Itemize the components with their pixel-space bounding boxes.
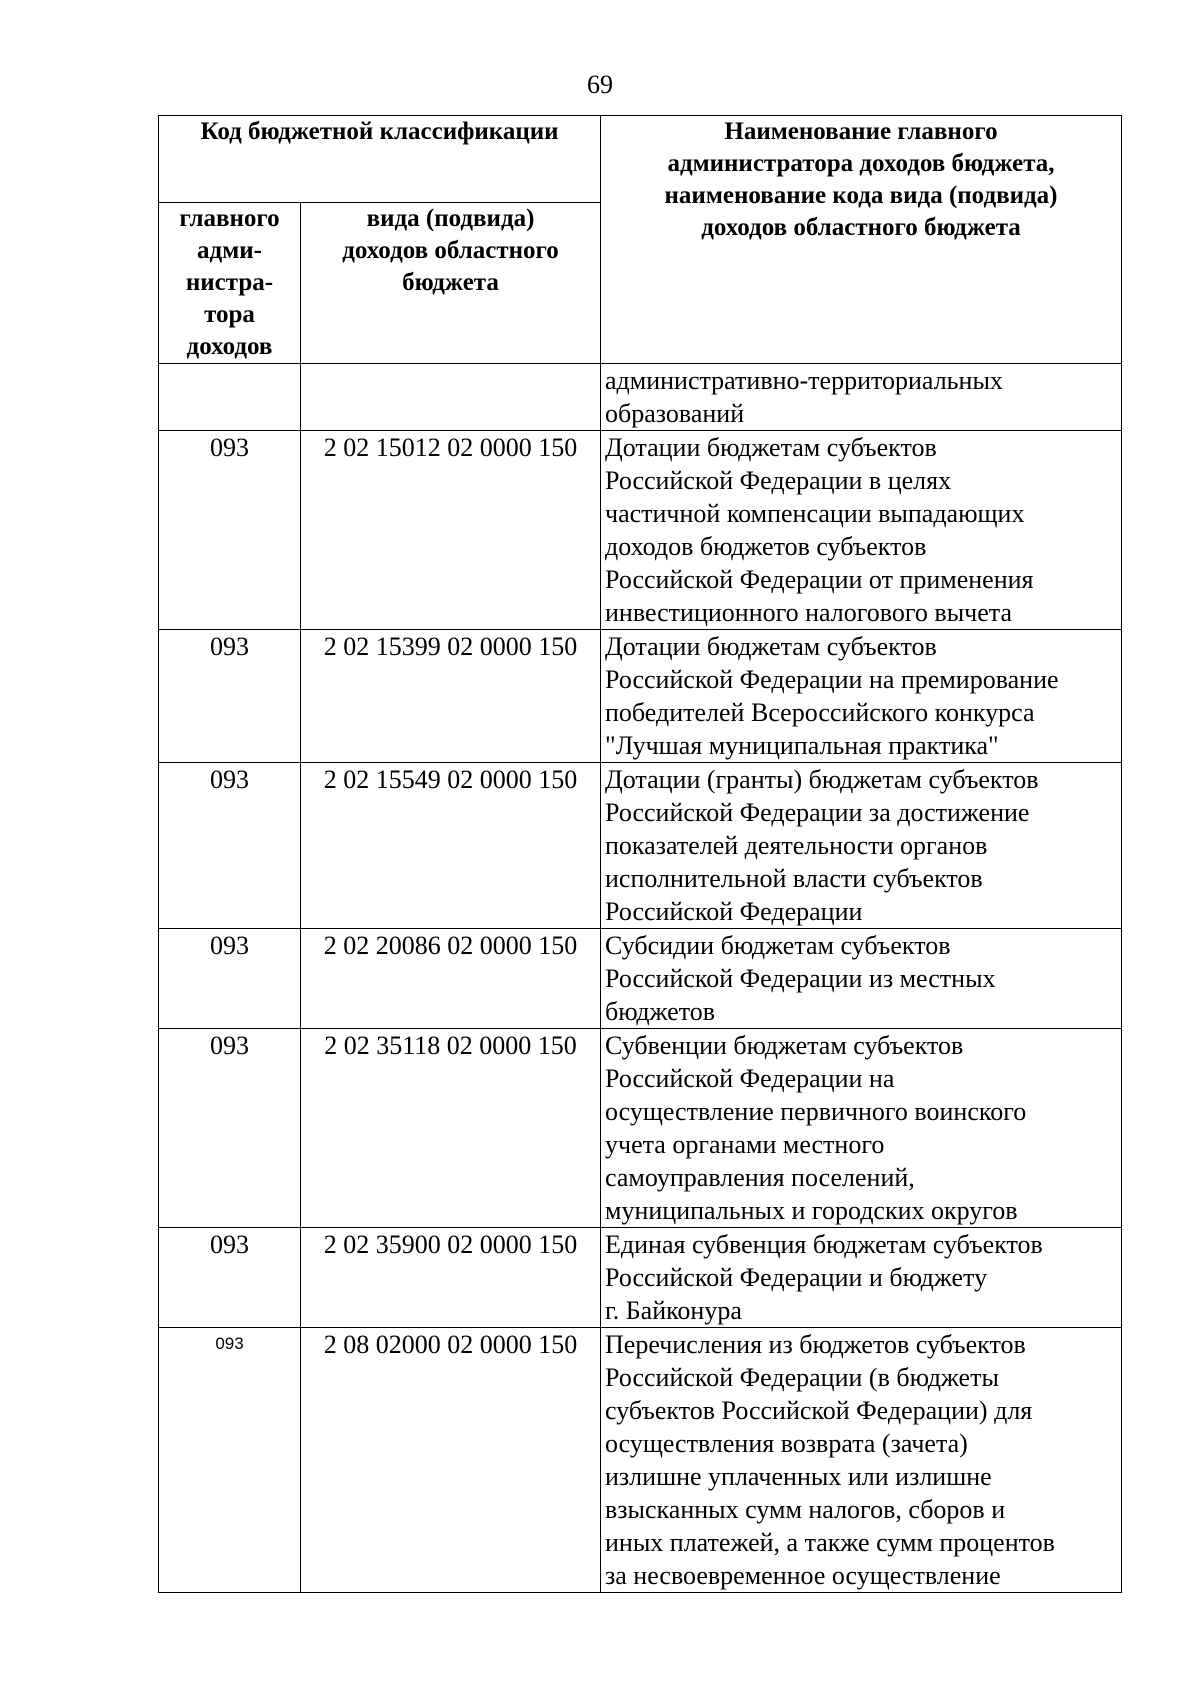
header-budget-classification-code: Код бюджетной классификации <box>159 116 601 203</box>
kbk-code-cell: 2 02 15549 02 0000 150 <box>301 763 601 929</box>
kbk-code-cell: 2 02 15012 02 0000 150 <box>301 431 601 630</box>
header-kind-line: бюджета <box>402 269 499 296</box>
header-name-line: администратора доходов бюджета, <box>667 150 1055 177</box>
name-line: Дотации бюджетам субъектов <box>605 433 937 462</box>
name-line: взысканных сумм налогов, сборов и <box>605 1495 1006 1524</box>
name-line: Единая субвенция бюджетам субъектов <box>605 1230 1043 1259</box>
header-name-line: Наименование главного <box>724 118 998 145</box>
name-line: осуществления возврата (зачета) <box>605 1429 968 1458</box>
budget-classification-table <box>158 115 1122 1593</box>
table-row <box>159 1328 1122 1593</box>
name-line: за несвоевременное осуществление <box>605 1561 1001 1590</box>
header-admin-line: главного <box>179 205 280 232</box>
name-line: Российской Федерации из местных <box>605 964 996 993</box>
header-admin-line: нистра- <box>185 269 274 296</box>
header-kind-line: вида (подвида) <box>366 205 535 232</box>
admin-code-cell: 093 <box>159 1029 301 1228</box>
kbk-code-cell: 2 02 20086 02 0000 150 <box>301 929 601 1029</box>
table-row <box>159 1029 1122 1228</box>
name-line: Российской Федерации и бюджету <box>605 1263 988 1292</box>
name-line: победителей Всероссийского конкурса <box>605 698 1035 727</box>
header-admin-column <box>159 203 301 364</box>
table-row <box>159 364 1122 431</box>
admin-code-cell: 093 <box>159 763 301 929</box>
name-cell <box>601 1228 1122 1328</box>
name-cell <box>601 431 1122 630</box>
header-name-line: наименование кода вида (подвида) <box>664 182 1058 209</box>
header-admin-line: адми- <box>197 237 262 264</box>
table-row <box>159 1228 1122 1328</box>
admin-code-cell: 093 <box>159 929 301 1029</box>
name-line: самоуправления поселений, <box>605 1163 915 1192</box>
name-line: осуществление первичного воинского <box>605 1097 1027 1126</box>
name-line: учета органами местного <box>605 1130 885 1159</box>
name-line: Субвенции бюджетам субъектов <box>605 1031 964 1060</box>
admin-code-cell: 093 <box>159 630 301 763</box>
header-kind-line: доходов областного <box>342 237 559 264</box>
name-line: административно-территориальных <box>605 366 1003 395</box>
name-cell <box>601 763 1122 929</box>
name-line: субъектов Российской Федерации) для <box>605 1396 1033 1425</box>
name-line: показателей деятельности органов <box>605 831 988 860</box>
table-row <box>159 763 1122 929</box>
kbk-code-cell: 2 02 35118 02 0000 150 <box>301 1029 601 1228</box>
name-line: Дотации (гранты) бюджетам субъектов <box>605 765 1039 794</box>
name-line: Дотации бюджетам субъектов <box>605 632 937 661</box>
name-line: инвестиционного налогового вычета <box>605 598 1012 627</box>
kbk-code-cell: 2 02 15399 02 0000 150 <box>301 630 601 763</box>
name-line: Российской Федерации <box>605 897 863 926</box>
admin-code-cell <box>159 364 301 431</box>
name-cell <box>601 1029 1122 1228</box>
name-line: бюджетов <box>605 997 716 1026</box>
name-cell <box>601 630 1122 763</box>
name-line: Российской Федерации на <box>605 1064 895 1093</box>
name-line: Российской Федерации за достижение <box>605 798 1030 827</box>
header-kind-column <box>301 203 601 364</box>
table-row <box>159 431 1122 630</box>
header-name-column <box>601 116 1122 364</box>
kbk-code-cell: 2 08 02000 02 0000 150 <box>301 1328 601 1593</box>
name-line: Российской Федерации (в бюджеты <box>605 1363 999 1392</box>
name-cell <box>601 364 1122 431</box>
name-line: образований <box>605 399 745 428</box>
name-line: Российской Федерации в целях <box>605 466 952 495</box>
admin-code-cell: 093 <box>159 1228 301 1328</box>
name-line: иных платежей, а также сумм процентов <box>605 1528 1055 1557</box>
name-line: исполнительной власти субъектов <box>605 864 983 893</box>
kbk-code-cell <box>301 364 601 431</box>
table-row <box>159 630 1122 763</box>
table-body <box>159 364 1122 1593</box>
name-line: Субсидии бюджетам субъектов <box>605 931 951 960</box>
name-cell <box>601 929 1122 1029</box>
name-line: муниципальных и городских округов <box>605 1196 1018 1225</box>
name-line: Перечисления из бюджетов субъектов <box>605 1330 1026 1359</box>
admin-code-cell: 093 <box>159 431 301 630</box>
table-header <box>159 116 1122 364</box>
name-cell <box>601 1328 1122 1593</box>
header-admin-line: доходов <box>186 333 273 360</box>
name-line: г. Байконура <box>605 1296 742 1325</box>
name-line: частичной компенсации выпадающих <box>605 499 1025 528</box>
name-line: излишне уплаченных или излишне <box>605 1462 992 1491</box>
admin-code-cell: 093 <box>159 1328 301 1593</box>
header-admin-line: тора <box>204 301 255 328</box>
name-line: доходов бюджетов субъектов <box>605 532 927 561</box>
name-line: Российской Федерации от применения <box>605 565 1034 594</box>
name-line: "Лучшая муниципальная практика" <box>605 731 999 760</box>
header-name-line: доходов областного бюджета <box>701 214 1021 241</box>
kbk-code-cell: 2 02 35900 02 0000 150 <box>301 1228 601 1328</box>
name-line: Российской Федерации на премирование <box>605 665 1059 694</box>
page-number: 69 <box>587 70 613 99</box>
table-row <box>159 929 1122 1029</box>
